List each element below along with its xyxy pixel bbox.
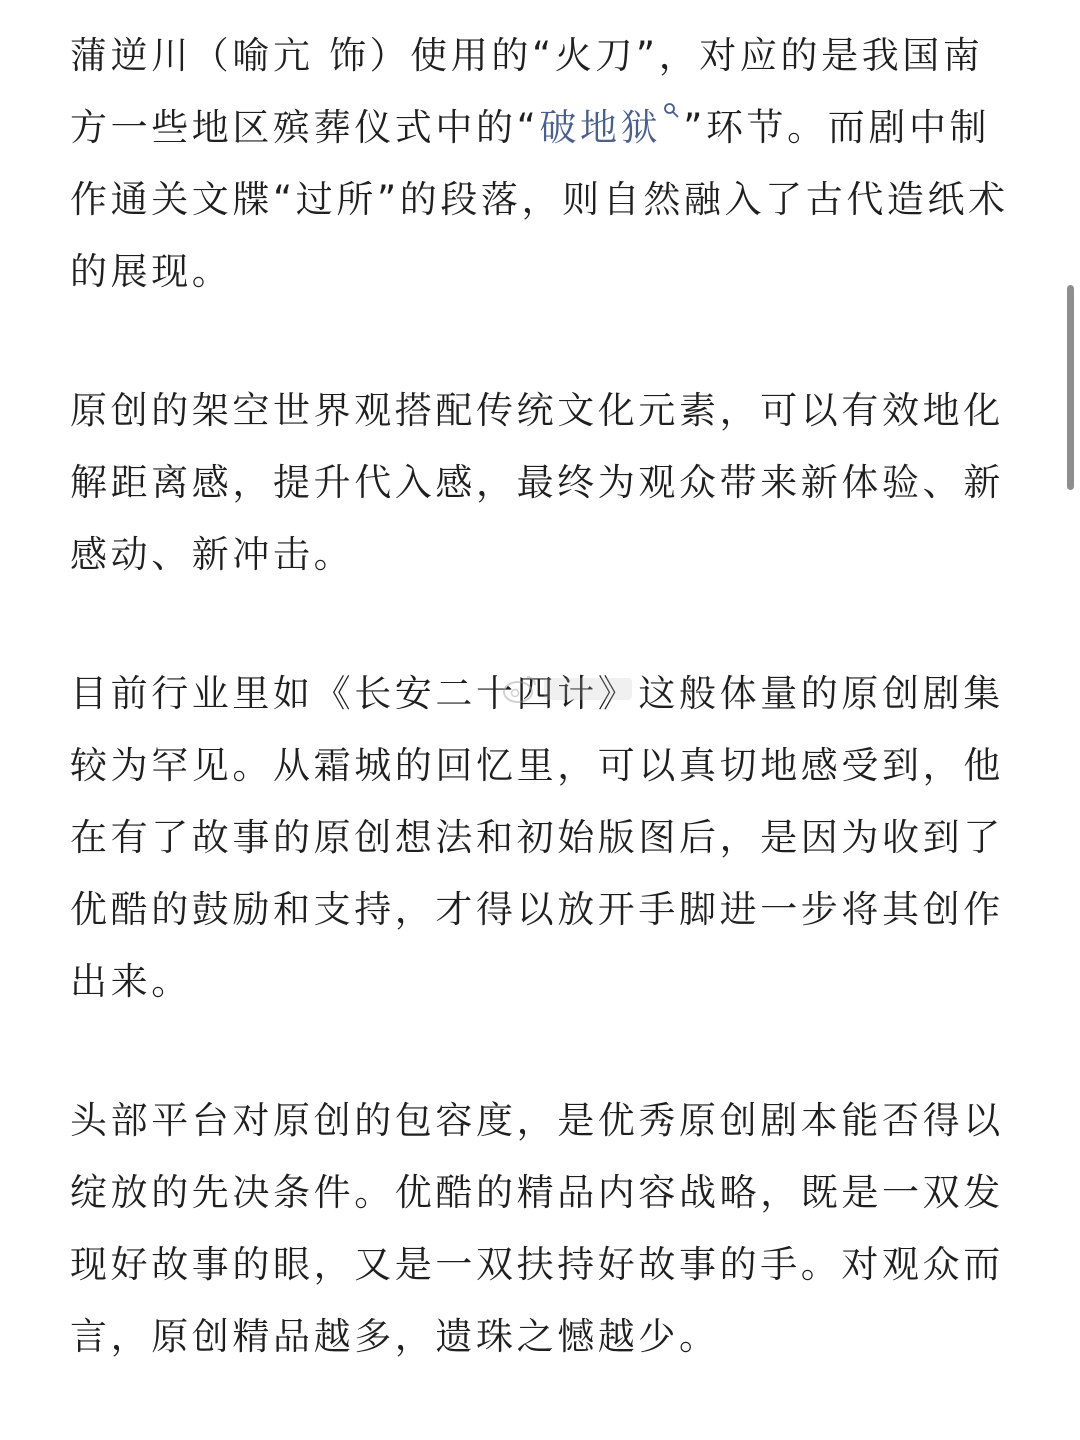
keyword-link-po-di-yu[interactable]: 破地狱 [539,106,662,149]
scrollbar[interactable] [1067,285,1074,490]
paragraph-1-text-before: 蒲逆川（喻亢 饰）使用的“火刀”，对应的是我国南方一些地区殡葬仪式中的“ [70,34,984,149]
paragraph-3: 目前行业里如《长安二十四计》这般体量的原创剧集较为罕见。从霜城的回忆里，可以真切地感受到，他在有了故事的原创想法和初始版图后，是因为收到了优酷的鼓励和支持，才得以放开手脚进一步将其创作出来。 [70,672,1004,1003]
search-icon [663,102,679,118]
paragraph-1 [70,20,1010,308]
paragraph-2: 原创的架空世界观搭配传统文化元素，可以有效地化解距离感，提升代入感，最终为观众带来新体验、新感动、新冲击。 [70,389,1004,576]
paragraph-1-text-after: ”环节。而剧中制作通关文牒“过所”的段落，则自然融入了古代造纸术的展现。 [70,106,1009,293]
article-body [70,20,1010,1440]
paragraph-4: 头部平台对原创的包容度，是优秀原创剧本能否得以绽放的先决条件。优酷的精品内容战略，既是一双发现好故事的眼，又是一双扶持好故事的手。对观众而言，原创精品越多，遗珠之憾越少。 [70,1099,1004,1358]
